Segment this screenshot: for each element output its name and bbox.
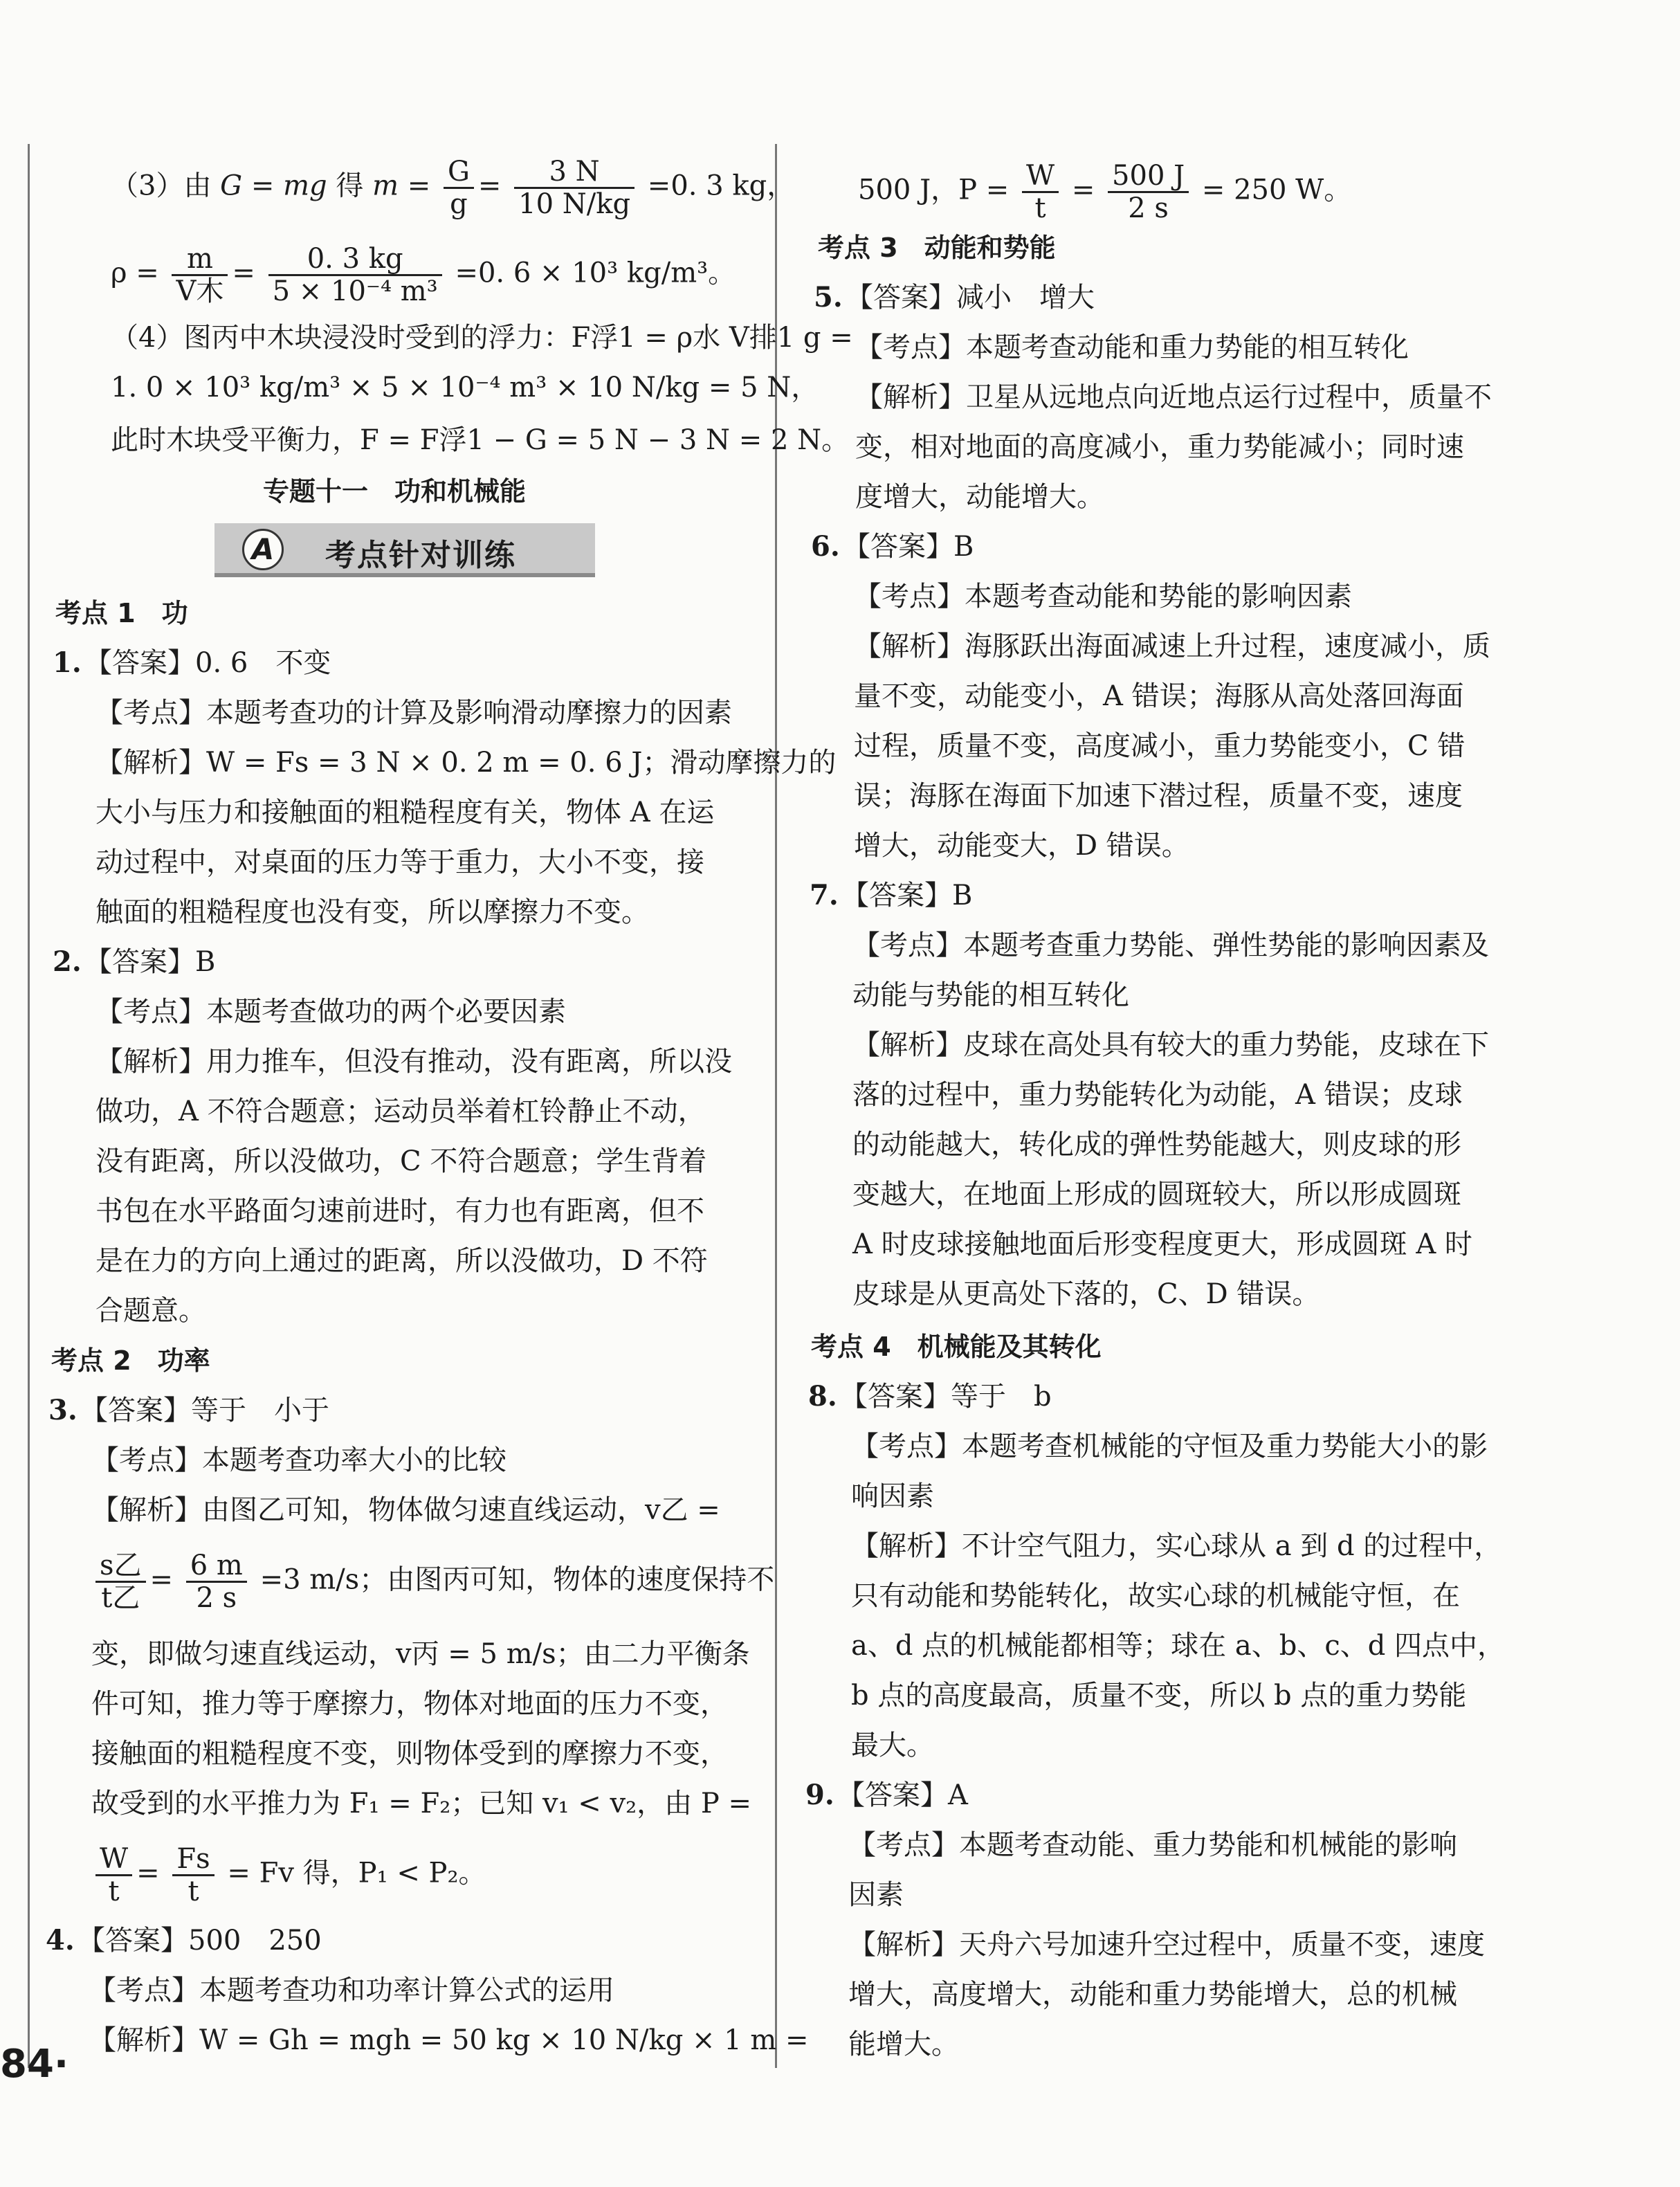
text: （3）由 — [111, 170, 212, 202]
text-line: 故受到的水平推力为 F₁ = F₂；已知 v₁ < v₂，由 P = — [91, 1788, 752, 1820]
text-line: 动能与势能的相互转化 — [852, 979, 1129, 1011]
text: mg — [283, 170, 327, 202]
text: =0. 6 × 10³ kg/m³。 — [455, 257, 736, 289]
banner — [214, 523, 595, 577]
text-line: 动过程中，对桌面的压力等于重力，大小不变，接 — [95, 846, 704, 878]
formula-line-1: （3）由 G = mg 得 m = $\frac{G}{g}$ = $\frac{3 N}{10 N/kg}$ =0. 3 kg， — [111, 156, 795, 220]
kaodian-line: 【考点】本题考查功率大小的比较 — [91, 1444, 506, 1476]
banner-letter-icon: A — [242, 529, 284, 570]
numerator: G — [444, 156, 474, 189]
text: 得 — [336, 170, 364, 202]
text-line: 变，相对地面的高度减小，重力势能减小；同时速 — [855, 431, 1464, 463]
numerator: 0. 3 kg — [268, 244, 442, 276]
kaodian-4: 考点 4 机械能及其转化 — [811, 1332, 1102, 1362]
text-line: 只有动能和势能转化，故实心球的机械能守恒，在 — [851, 1580, 1460, 1612]
text-line: 1. 0 × 10³ kg/m³ × 5 × 10⁻⁴ m³ × 10 N/kg = 5 N， — [111, 372, 819, 403]
answer-line: 【答案】等于 小于 — [80, 1395, 329, 1426]
text-line: 变越大，在地面上形成的圆斑较大，所以形成圆斑 — [852, 1179, 1461, 1210]
numerator: 3 N — [514, 156, 634, 189]
kaodian-1: 考点 1 功 — [55, 598, 188, 628]
text: =0. 3 kg， — [647, 170, 795, 202]
text-line: 合题意。 — [95, 1295, 206, 1327]
answer-line: 【答案】B — [84, 946, 216, 978]
numerator: W — [95, 1844, 132, 1876]
formula-line-2: ρ = $\frac{m}{\text{V木}}$ = $\frac{0. 3 kg}{\text{5 × 10⁻⁴ m³}}$ =0. 6 × 10³ kg/m³。 — [111, 243, 736, 307]
denominator: t乙 — [101, 1582, 140, 1614]
question-number: 4. — [46, 1924, 75, 1957]
text: = — [1071, 174, 1095, 206]
analysis-line: 【解析】W = Gh = mgh = 50 kg × 10 N/kg × 1 m = — [89, 2024, 809, 2056]
fraction — [444, 156, 474, 219]
formula-line: $\frac{W}{t}$ = $\frac{Fs}{t}$ = Fv 得，P₁ < P₂。 — [91, 1844, 486, 1907]
kaodian-line: 【考点】本题考查功的计算及影响滑动摩擦力的因素 — [95, 697, 732, 729]
fraction — [95, 1844, 132, 1907]
fraction — [186, 1550, 247, 1613]
denominator: 2 s — [1128, 192, 1169, 224]
text: = Fv 得，P₁ < P₂。 — [227, 1857, 486, 1889]
kaodian-line: 【考点】本题考查机械能的守恒及重力势能大小的影 — [851, 1431, 1488, 1462]
section-title: 专题十一 功和机械能 — [263, 476, 527, 507]
text: = 250 W。 — [1201, 174, 1352, 206]
fraction — [172, 244, 228, 307]
question-number: 5. — [814, 281, 843, 314]
text-line: 增大，高度增大，动能和重力势能增大，总的机械 — [848, 1979, 1457, 2011]
text: =3 m/s；由图丙可知，物体的速度保持不 — [259, 1563, 775, 1596]
question-number: 7. — [810, 879, 839, 911]
text-line: （4）图丙中木块浸没时受到的浮力：F浮1 = ρ水 V排1 g = — [111, 322, 853, 354]
denominator: V木 — [176, 275, 224, 307]
kaodian-line: 【考点】本题考查动能和重力势能的相互转化 — [855, 332, 1409, 363]
analysis-line: 【解析】W = Fs = 3 N × 0. 2 m = 0. 6 J；滑动摩擦力的 — [95, 747, 837, 779]
analysis-line: 【解析】不计空气阻力，实心球从 a 到 d 的过程中， — [851, 1530, 1502, 1562]
denominator: 2 s — [196, 1582, 237, 1614]
formula-line — [858, 161, 1351, 224]
analysis-line: 【解析】海豚跃出海面减速上升过程，速度减小，质 — [854, 630, 1490, 662]
question-number: 3. — [48, 1394, 77, 1426]
text-line: 皮球是从更高处下落的，C、D 错误。 — [852, 1278, 1320, 1310]
analysis-line: 【解析】天舟六号加速升空过程中，质量不变，速度 — [848, 1929, 1485, 1961]
formula-line: $\frac{\text{s乙}}{\text{t乙}}$ = $\frac{6 m}{2 s}$ =3 m/s；由图丙可知，物体的速度保持不 — [91, 1550, 774, 1613]
fraction — [514, 156, 634, 219]
text-line: 响因素 — [851, 1480, 934, 1512]
denominator: 10 N/kg — [518, 188, 631, 220]
text-line: 件可知，推力等于摩擦力，物体对地面的压力不变， — [91, 1688, 728, 1720]
answer-line: 【答案】500 250 — [77, 1925, 322, 1957]
kaodian-2: 考点 2 功率 — [51, 1345, 210, 1376]
left-margin-rule — [28, 144, 30, 2068]
fraction — [172, 1844, 214, 1907]
text: = — [250, 170, 275, 202]
text: 500 J，P = — [858, 174, 1010, 206]
text-line: 误；海豚在海面下加速下潜过程，质量不变，速度 — [854, 780, 1463, 812]
numerator: W — [1022, 161, 1059, 193]
page-number: 84· — [0, 2042, 69, 2087]
text-line: b 点的高度最高，质量不变，所以 b 点的重力势能 — [851, 1680, 1467, 1712]
kaodian-line: 【考点】本题考查功和功率计算公式的运用 — [89, 1975, 614, 2006]
text-line: 过程，质量不变，高度减小，重力势能变小，C 错 — [854, 730, 1466, 762]
text-line: 触面的粗糙程度也没有变，所以摩擦力不变。 — [95, 896, 649, 928]
text-line: A 时皮球接触地面后形变程度更大，形成圆斑 A 时 — [852, 1228, 1472, 1260]
text-line: 度增大，动能增大。 — [855, 481, 1104, 513]
text-line: 变，即做匀速直线运动，v丙 = 5 m/s；由二力平衡条 — [91, 1638, 750, 1670]
fraction — [268, 244, 442, 307]
text-line: 的动能越大，转化成的弹性势能越大，则皮球的形 — [852, 1129, 1461, 1161]
answer-line: 【答案】等于 b — [840, 1381, 1052, 1413]
kaodian-line: 【考点】本题考查做功的两个必要因素 — [95, 996, 566, 1028]
answer-line: 【答案】减小 增大 — [846, 282, 1095, 314]
fraction — [1108, 161, 1189, 224]
question-number: 9. — [805, 1779, 834, 1811]
text-line: 此时木块受平衡力，F = F浮1 − G = 5 N − 3 N = 2 N。 — [111, 424, 850, 456]
analysis-line: 【解析】用力推车，但没有推动，没有距离，所以没 — [95, 1046, 732, 1078]
text-line: 最大。 — [851, 1730, 934, 1761]
text-line: 书包在水平路面匀速前进时，有力也有距离，但不 — [95, 1195, 704, 1227]
numerator: Fs — [172, 1844, 214, 1876]
text-line: 量不变，动能变小，A 错误；海豚从高处落回海面 — [854, 680, 1464, 712]
denominator: t — [188, 1876, 199, 1907]
kaodian-3: 考点 3 动能和势能 — [818, 233, 1056, 263]
denominator: g — [450, 188, 468, 220]
analysis-line: 【解析】由图乙可知，物体做匀速直线运动，v乙 = — [91, 1494, 720, 1526]
numerator: m — [172, 244, 228, 276]
banner-title: 考点针对训练 — [325, 538, 516, 573]
kaodian-line: 【考点】本题考查动能和势能的影响因素 — [854, 581, 1352, 612]
text-line: 是在力的方向上通过的距离，所以没做功，D 不符 — [95, 1245, 708, 1277]
question-number: 2. — [53, 945, 82, 978]
question-number: 6. — [811, 530, 840, 563]
question-number: 1. — [53, 646, 82, 679]
text-line: 没有距离，所以没做功，C 不符合题意；学生背着 — [95, 1145, 707, 1177]
text-line: 做功，A 不符合题意；运动员举着杠铃静止不动， — [95, 1096, 706, 1127]
text: G — [220, 170, 243, 202]
numerator: 500 J — [1108, 161, 1189, 193]
text: m — [372, 170, 399, 202]
analysis-line: 【解析】卫星从远地点向近地点运行过程中，质量不 — [855, 381, 1492, 413]
analysis-line: 【解析】皮球在高处具有较大的重力势能，皮球在下 — [852, 1029, 1489, 1061]
denominator: 5 × 10⁻⁴ m³ — [272, 275, 438, 307]
denominator: t — [1034, 192, 1046, 224]
answer-line: 【答案】B — [841, 880, 973, 911]
text: = — [407, 170, 431, 202]
text: ρ = — [111, 257, 159, 289]
text-line: a、d 点的机械能都相等；球在 a、b、c、d 四点中， — [851, 1630, 1506, 1662]
answer-line: 【答案】A — [837, 1779, 968, 1811]
numerator: s乙 — [95, 1550, 146, 1583]
numerator: 6 m — [186, 1550, 247, 1583]
fraction — [95, 1550, 146, 1613]
text-line: 接触面的粗糙程度不变，则物体受到的摩擦力不变， — [91, 1738, 728, 1770]
answer-line: 【答案】0. 6 不变 — [84, 647, 331, 679]
text-line: 落的过程中，重力势能转化为动能，A 错误；皮球 — [852, 1079, 1463, 1111]
answer-line: 【答案】B — [843, 531, 974, 563]
kaodian-line: 【考点】本题考查重力势能、弹性势能的影响因素及 — [852, 929, 1489, 961]
question-number: 8. — [808, 1380, 837, 1413]
kaodian-line: 【考点】本题考查动能、重力势能和机械能的影响 — [848, 1829, 1457, 1861]
text-line: 因素 — [848, 1879, 904, 1911]
fraction — [1022, 161, 1059, 224]
text-line: 增大，动能变大，D 错误。 — [854, 830, 1189, 862]
text-line: 大小与压力和接触面的粗糙程度有关，物体 A 在运 — [95, 797, 715, 828]
text-line: 能增大。 — [848, 2029, 959, 2060]
denominator: t — [108, 1876, 120, 1907]
